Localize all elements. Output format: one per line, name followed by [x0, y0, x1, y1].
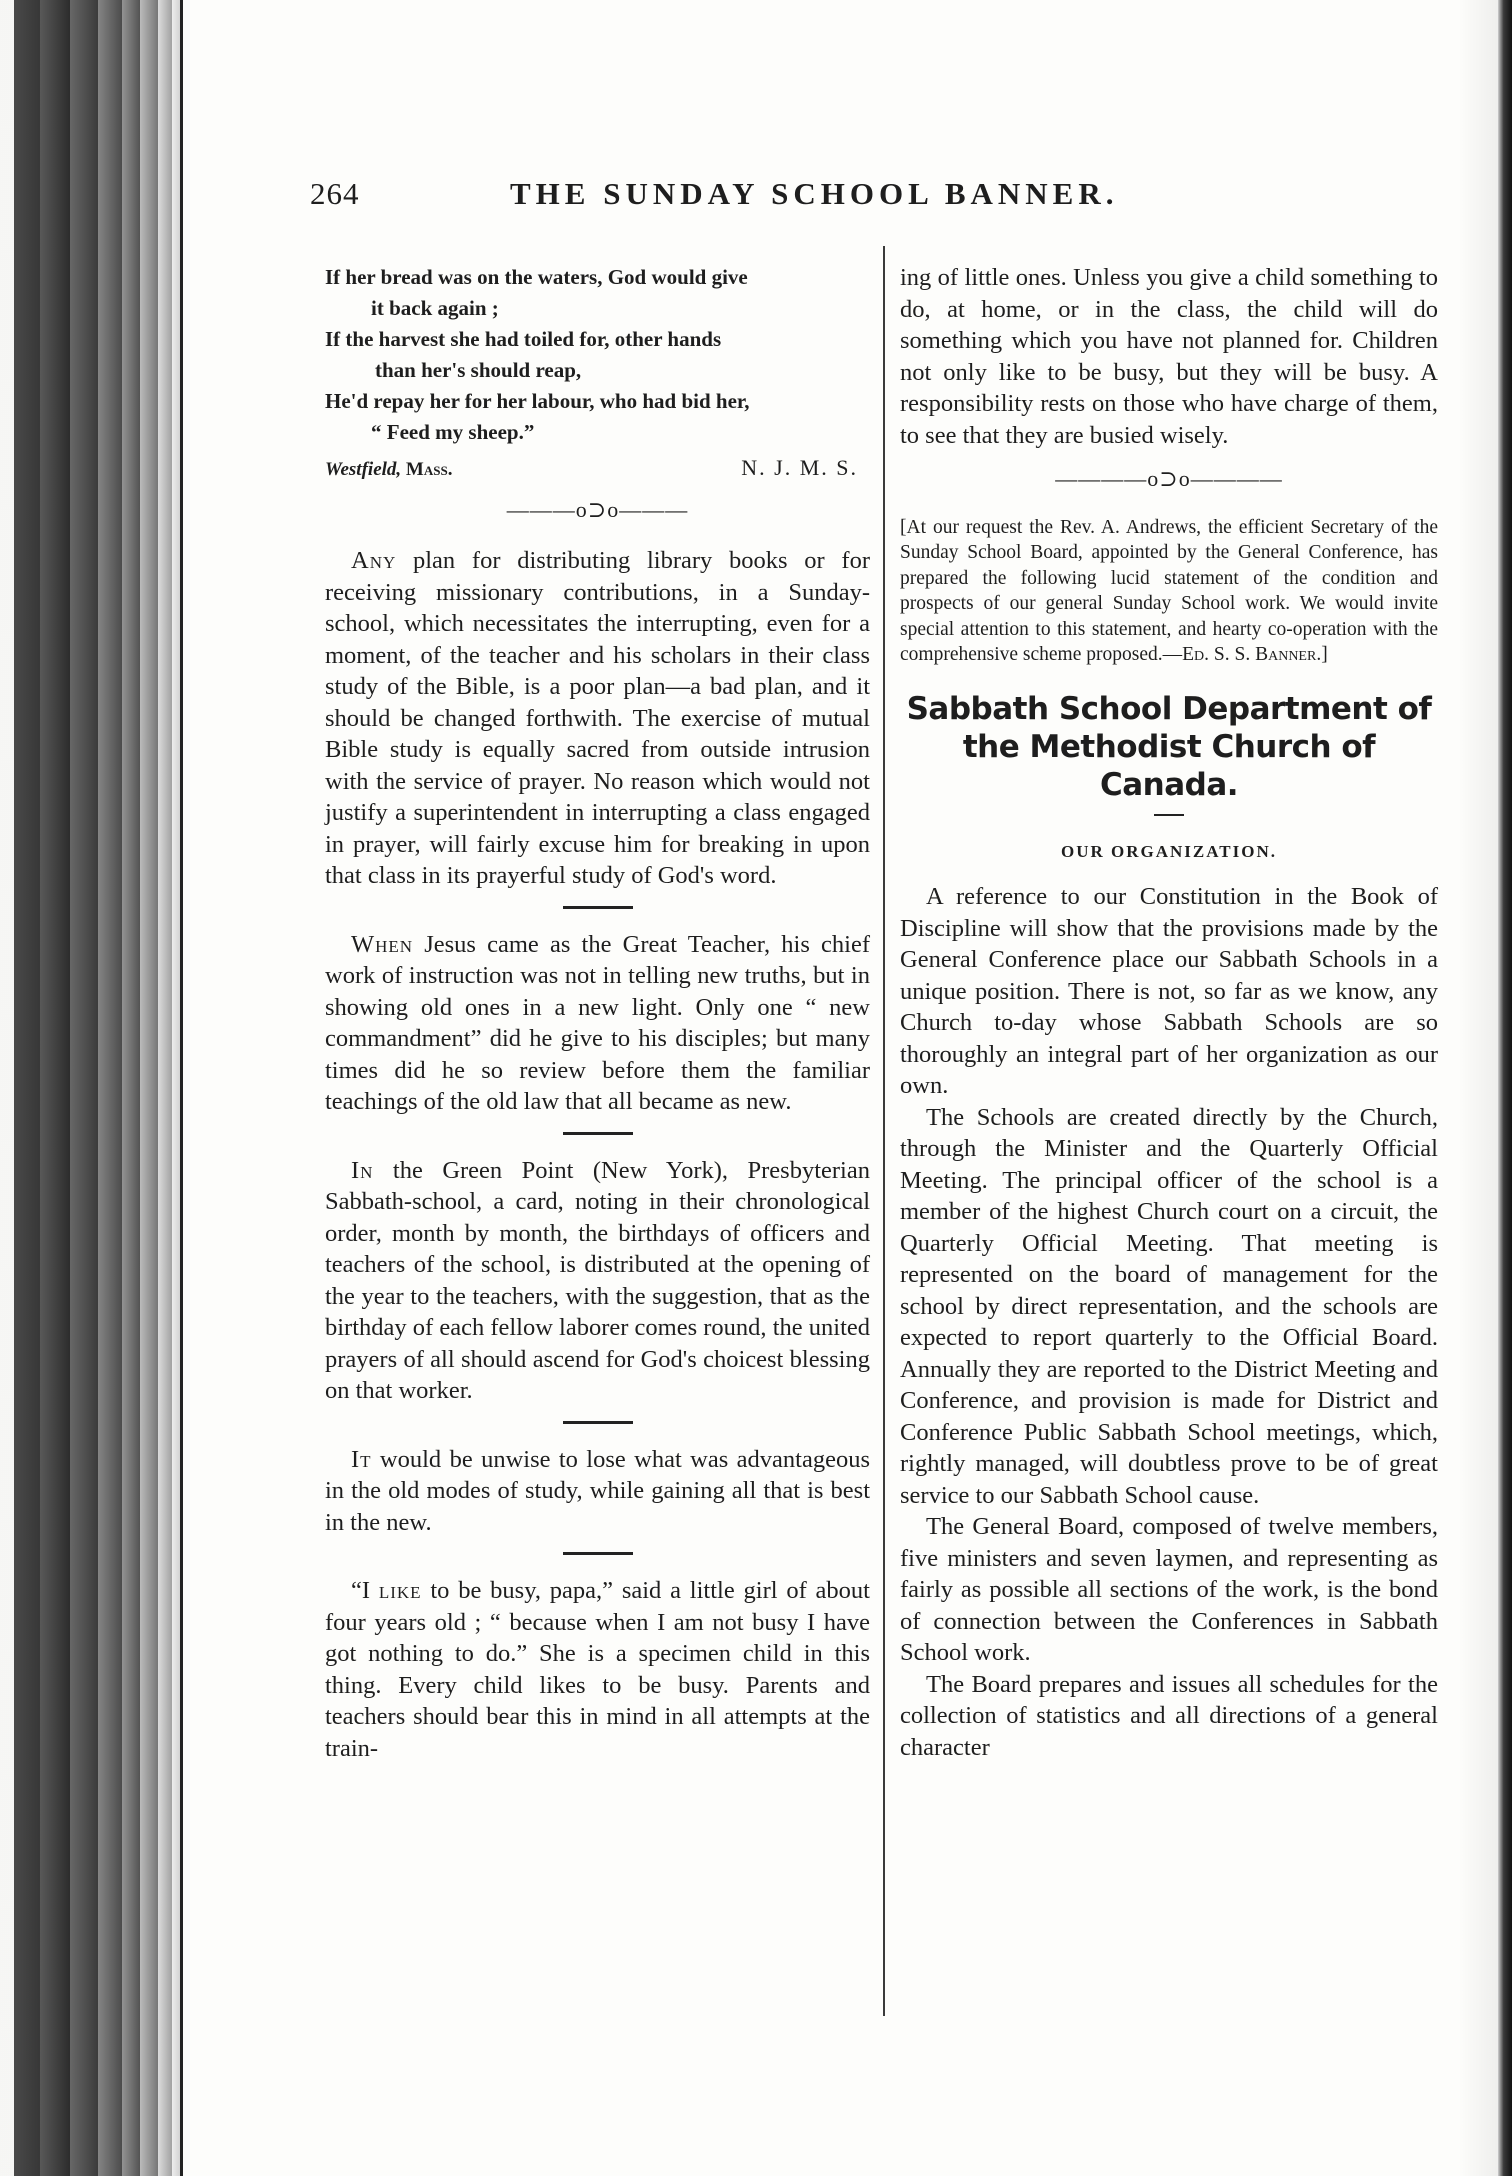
short-rule [1154, 814, 1184, 816]
signature-state: Mass. [405, 459, 453, 480]
book-binding-edge [0, 0, 180, 2176]
section-title: OUR ORGANIZATION. [1061, 841, 1277, 861]
scan-right-edge [1498, 0, 1512, 2176]
ornament-divider: ————o⊃o———— [1055, 466, 1283, 491]
poem [325, 262, 870, 448]
paragraph-text: Jesus came as the Great Teacher, his chief work of instruction was not in telling new truths, but in showing old ones in a new light. Only one “ new commandment” did he give to his disciples; but many times did he so review before them the familiar teachings of the old law that all became as new. [325, 930, 870, 1115]
poem-line: it back again ; [371, 296, 499, 320]
short-rule [563, 1421, 633, 1424]
lead-word: In [351, 1156, 374, 1184]
article-library-plan [325, 545, 870, 892]
signature-initials: N. J. M. S. [741, 455, 858, 480]
paragraph-text: to be busy, papa,” said a little girl of about four years old ; “ because when I am not busy I have got nothing to do.” She is a specimen child in this thing. Every child likes to be busy. Parents and teachers should bear this in mind in all attempts at the train- [325, 1577, 870, 1762]
right-column [900, 262, 1438, 1763]
poem-line: If the harvest she had toiled for, other hands [325, 327, 722, 351]
column-divider [883, 246, 885, 2016]
lead-word: Any [351, 547, 397, 574]
organization-paragraph: The Board prepares and issues all schedules for the collection of statistics and all directions of a general character [900, 1670, 1438, 1761]
paragraph-text: would be unwise to lose what was advantageous in the old modes of study, while gaining all that is best in the new. [325, 1445, 870, 1536]
article-great-teacher [325, 929, 870, 1118]
page-number: 264 [310, 176, 360, 211]
paragraph-text: the Green Point (New York), Presbyterian Sabbath-school, a card, noting in their chronological order, month by month, the birthdays of officers and teachers of the school, is distributed at the opening of the year to the teachers, with the suggestion, that as the birthday of each fellow laborer comes round, the united prayers of all should ascend for God's choicest blessing on that worker. [325, 1156, 870, 1404]
article-busy-child [325, 1575, 870, 1764]
organization-paragraph: A reference to our Constitution in the Book of Discipline will show that the provisions made by the General Conference place our Sabbath Schools in a unique position. There is not, so far as we know, any Church to-day whose Sabbath Schools are so thoroughly an integral part of her organization as our own. [900, 883, 1438, 1099]
running-title: THE SUNDAY SCHOOL BANNER. [510, 176, 1119, 211]
lead-word: like [378, 1577, 422, 1604]
poem-signature [325, 452, 870, 486]
short-rule [563, 1552, 633, 1555]
poem-line: If her bread was on the waters, God would give [325, 265, 748, 289]
lead-word: It [351, 1445, 372, 1473]
poem-line: than her's should reap, [375, 358, 582, 382]
left-column [325, 262, 870, 1764]
paragraph-text: plan for distributing library books or for receiving missionary contributions, in a Sunday-school, which necessitates the interrupting, even for a moment, of the teacher and his scholars in their class study of the Bible, is a poor plan—a bad plan, and it should be changed forthwith. The exercise of mutual Bible study is equally sacred from outside intrusion with the service of prayer. No reason which would not justify a superintendent in interrupting a class engaged in prayer, will fairly excuse him for breaking in upon that class in its prayerful study of God's word. [325, 547, 870, 889]
editor-signature: Ed. S. S. Banner. [1182, 644, 1322, 665]
page-shadow [1458, 0, 1498, 2176]
ornament-divider: ———o⊃o——— [506, 496, 689, 522]
article-old-modes [325, 1444, 870, 1539]
editor-note-text: [At our request the Rev. A. Andrews, the efficient Secretary of the Sunday School Board, appointed by the General Conference, has prepared the following lucid statement of the condition and prospects of our general Sunday School work. We would invite special attention to this statement, and hearty co-operation with the comprehensive scheme proposed.— [900, 516, 1438, 665]
lead-word: When [351, 930, 414, 958]
quote-open: “I [351, 1577, 379, 1604]
signature-place [325, 454, 452, 486]
department-heading: Sabbath School Department of the Methodist Church of Canada. [906, 690, 1432, 803]
binding-rule [180, 0, 183, 2176]
short-rule [563, 1132, 633, 1135]
signature-town: Westfield, [325, 459, 402, 480]
short-rule [563, 906, 633, 909]
poem-line: He'd repay her for her labour, who had bid her, [325, 389, 750, 413]
page-header [310, 176, 1230, 226]
editor-note [900, 515, 1438, 668]
organization-paragraph: The Schools are created directly by the Church, through the Minister and the Quarterly Official Meeting. The principal officer of the school is a member of the highest Church court on a circuit, the Quarterly Official Meeting. That meeting is represented on the board of management for the school by direct representation, and the schools are expected to report quarterly to the Official Board. Annually they are reported to the District Meeting and Conference, and provision is made for District and Conference Public Sabbath School meetings, which, rightly managed, will doubtless prove to be of great service to our Sabbath School cause. [900, 1103, 1438, 1509]
editor-note-close: ] [1321, 644, 1328, 665]
continuation-text: ing of little ones. Unless you give a child something to do, at home, or in the class, the child will do something which you have not planned for. Children not only like to be busy, but they will be busy. A responsibility rests on those who have charge of them, to see that they are busied wisely. [900, 264, 1438, 449]
poem-line: “ Feed my sheep.” [371, 420, 535, 444]
article-green-point [325, 1155, 870, 1407]
organization-paragraph: The General Board, composed of twelve members, five ministers and seven laymen, and representing as fairly as possible all sections of the work, is the bond of connection between the Conferences in Sabbath School work. [900, 1513, 1438, 1666]
